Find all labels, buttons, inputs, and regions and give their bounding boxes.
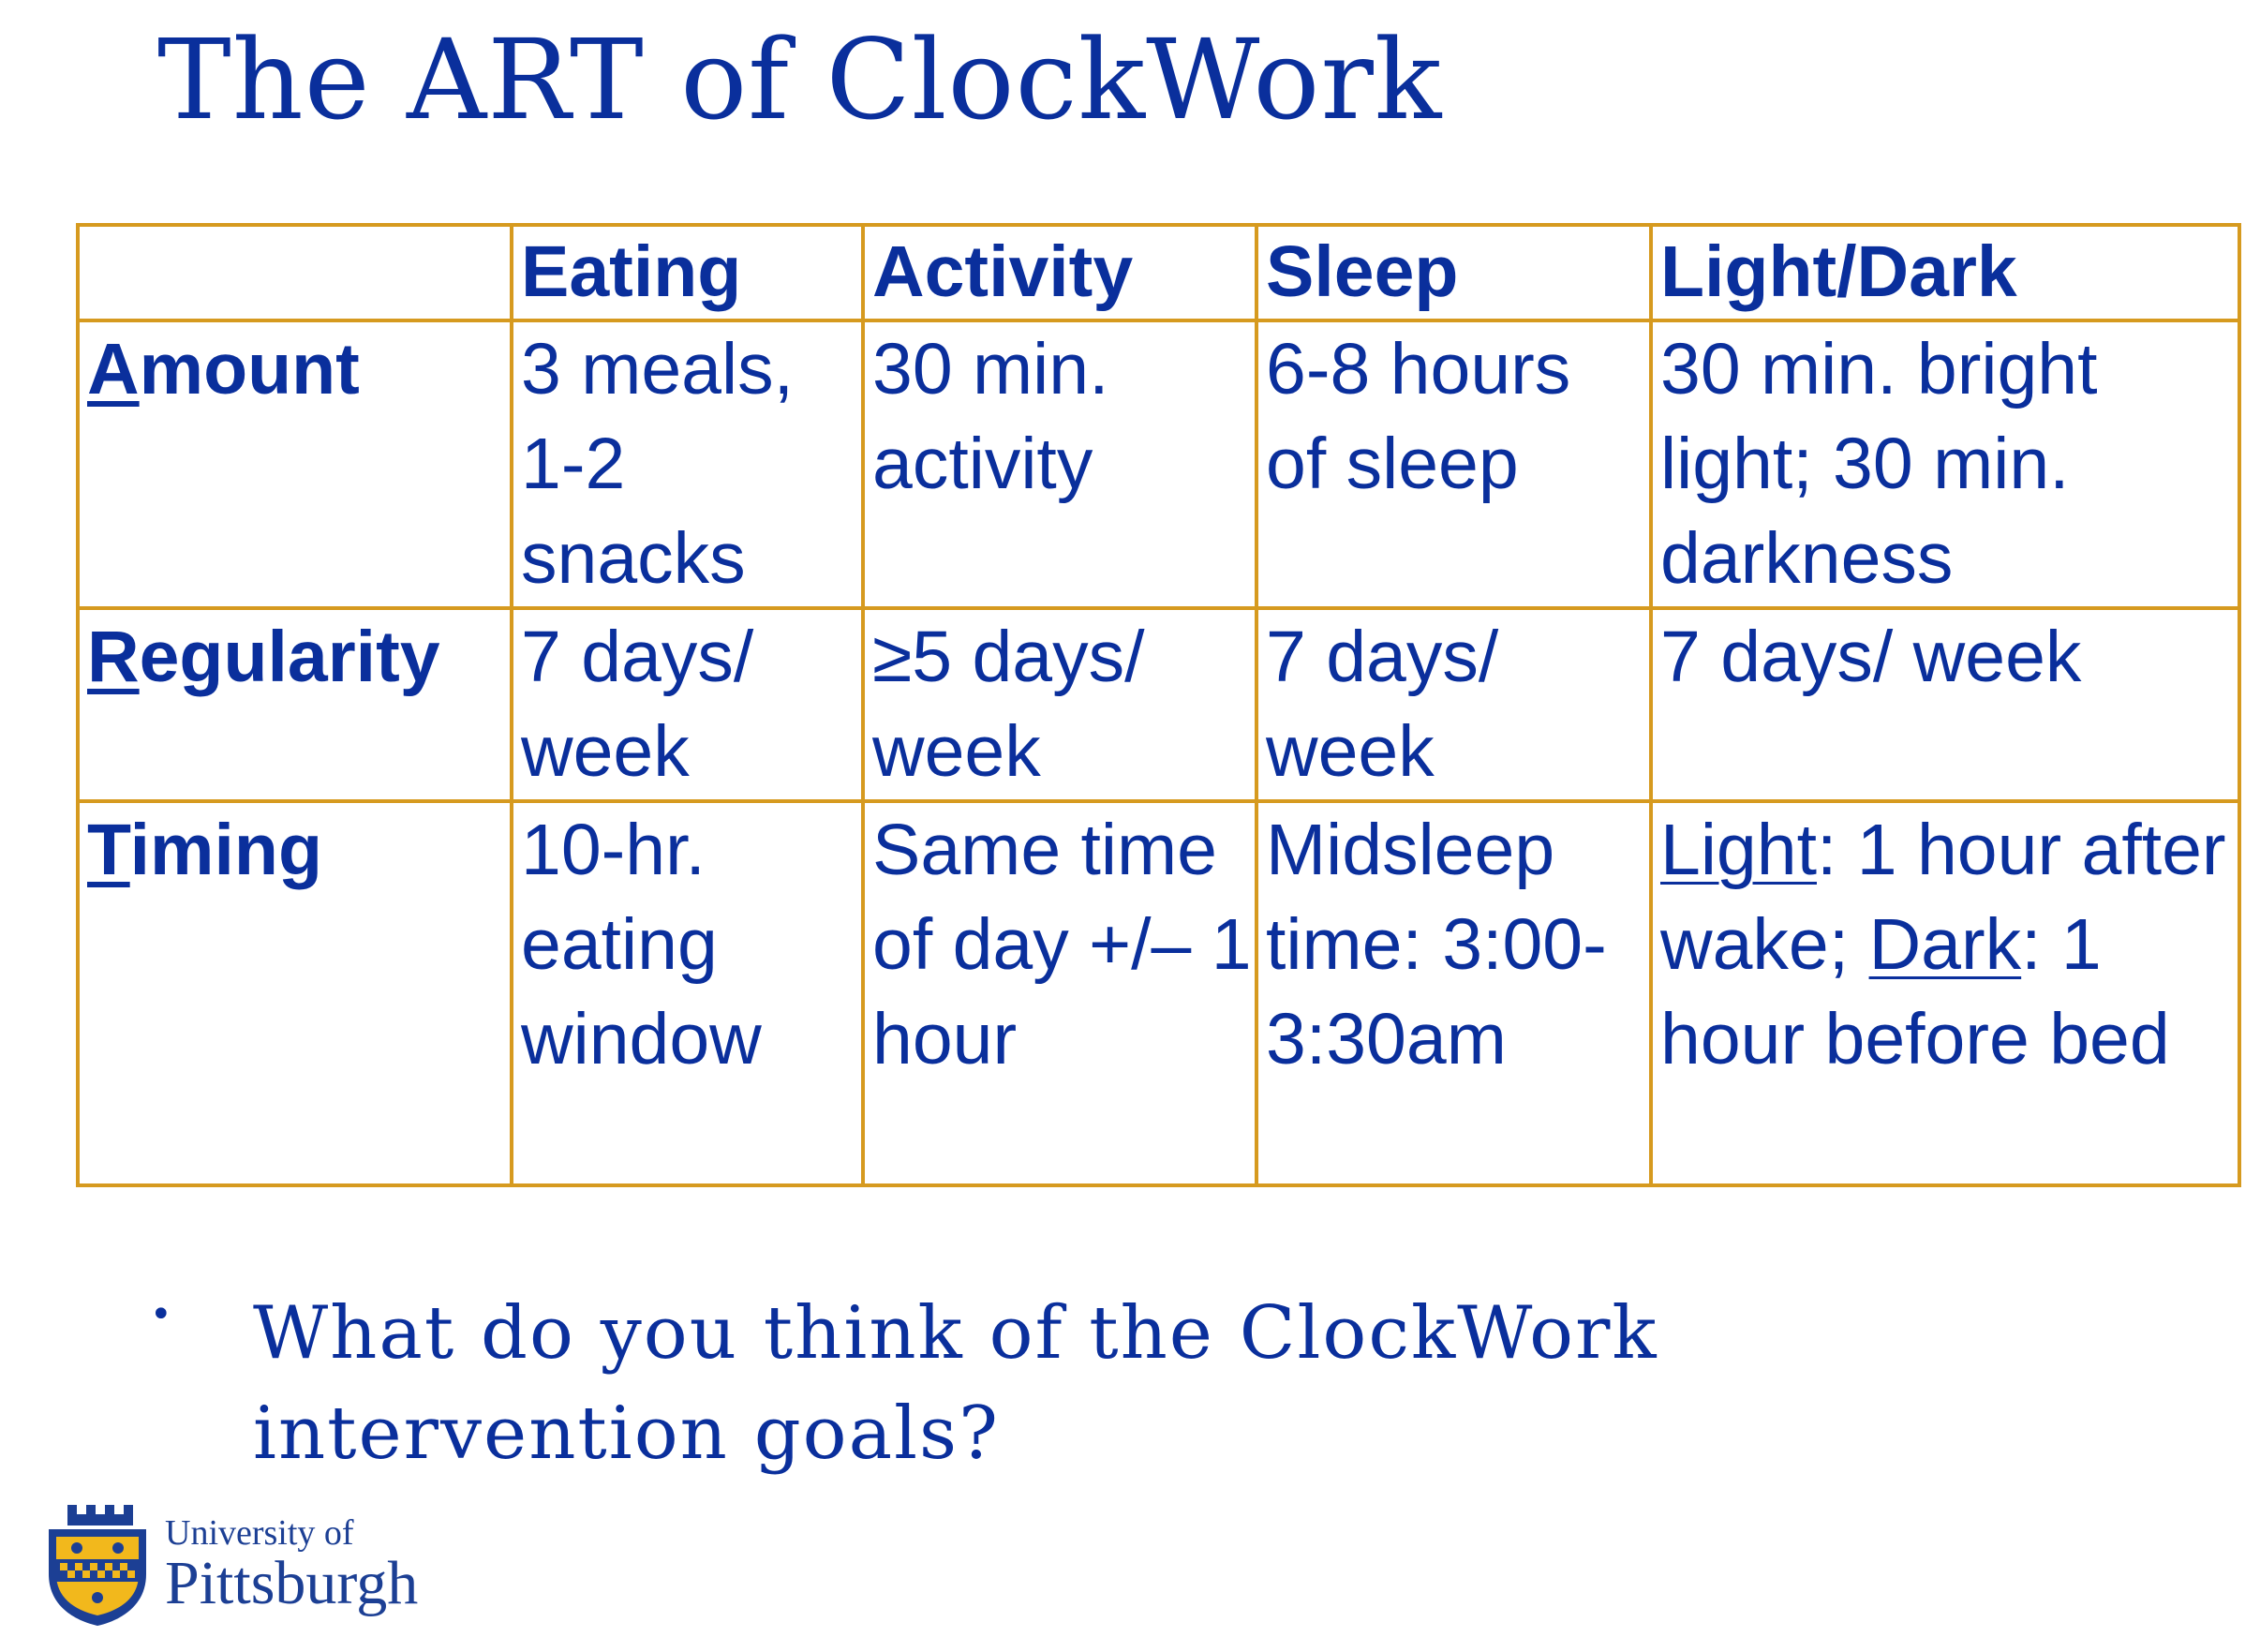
bullet-marker: •: [150, 1293, 172, 1336]
cell-timing-light-dark: [1651, 801, 2239, 1185]
slide-title: The ART of ClockWork: [157, 15, 1443, 144]
row-label-regularity: [78, 608, 512, 801]
clockwork-goals-table: [76, 223, 2241, 1187]
row-label-initial: R: [87, 617, 140, 697]
header-cell-eating: Eating: [512, 225, 863, 320]
cell-amount-activity: 30 min. activity: [863, 320, 1256, 608]
cell-amount-sleep: 6-8 hours of sleep: [1256, 320, 1651, 608]
logo-line-university-of: University of: [165, 1513, 354, 1553]
row-label-rest: egularity: [139, 617, 440, 697]
dark-timing-text: : 1 hour before bed: [1660, 904, 2170, 1079]
cell-amount-light-dark: 30 min. bright light; 30 min. darkness: [1651, 320, 2239, 608]
row-label-initial: T: [87, 810, 130, 890]
discussion-question: What do you think of the ClockWork intervention goals?: [253, 1291, 1658, 1476]
university-logo: [41, 1501, 482, 1628]
university-shield-icon: [41, 1501, 154, 1628]
header-cell-empty: [78, 225, 512, 320]
cell-regularity-activity: ≥5 days/ week: [863, 608, 1256, 801]
cell-regularity-eating: 7 days/ week: [512, 608, 863, 801]
cell-regularity-light-dark: 7 days/ week: [1651, 608, 2239, 801]
header-cell-light-dark: Light/Dark: [1651, 225, 2239, 320]
light-label: Light: [1660, 810, 1817, 890]
table-row-amount: [78, 320, 2239, 608]
cell-timing-activity: Same time of day +/– 1 hour: [863, 801, 1256, 1185]
dark-label: Dark: [1868, 904, 2022, 985]
header-cell-sleep: Sleep: [1256, 225, 1651, 320]
row-label-timing: [78, 801, 512, 1185]
table-row-timing: [78, 801, 2239, 1185]
header-cell-activity: Activity: [863, 225, 1256, 320]
light-timing-text: : 1 hour after wake;: [1660, 810, 2226, 985]
row-label-rest: iming: [129, 810, 322, 890]
cell-regularity-sleep: 7 days/ week: [1256, 608, 1651, 801]
table-row-regularity: [78, 608, 2239, 801]
logo-line-pittsburgh: Pittsburgh: [165, 1549, 419, 1617]
row-label-amount: [78, 320, 512, 608]
cell-timing-sleep: Midsleep time: 3:00-3:30am: [1256, 801, 1651, 1185]
table-header-row: [78, 225, 2239, 320]
cell-amount-eating: 3 meals, 1-2 snacks: [512, 320, 863, 608]
row-label-initial: A: [87, 329, 140, 409]
row-label-rest: mount: [139, 329, 360, 409]
cell-timing-eating: 10-hr. eating window: [512, 801, 863, 1185]
